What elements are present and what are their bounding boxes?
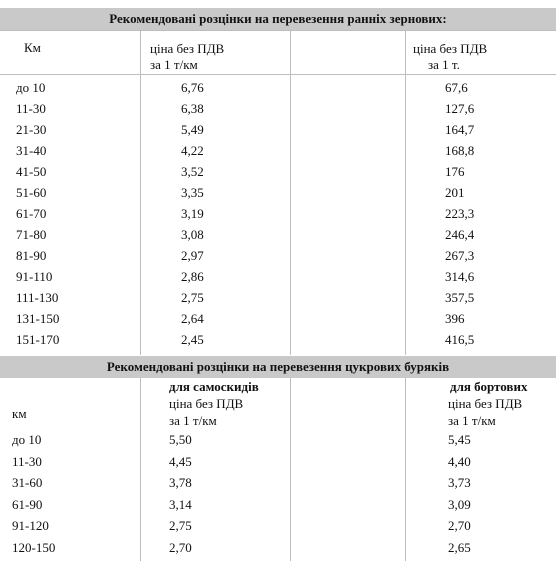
distance-cell: 81-90 [16, 248, 47, 263]
distance-cell: 41-50 [16, 164, 47, 179]
price-cell: 2,75 [169, 518, 192, 533]
table2-row [0, 430, 556, 451]
table1-row [0, 288, 556, 309]
distance-cell: 61-70 [16, 206, 47, 221]
table1-row [0, 330, 556, 351]
price-cell: 5,45 [448, 432, 471, 447]
table2-header-dump-price: ціна без ПДВ [169, 396, 244, 411]
price-cell: 2,45 [181, 332, 204, 347]
table2-header-km: км [12, 406, 27, 421]
table1-header-price-tkm-unit: за 1 т/км [150, 57, 198, 72]
divider [0, 30, 556, 31]
price-cell: 4,22 [181, 143, 204, 158]
price-cell: 2,75 [181, 290, 204, 305]
price-cell: 201 [445, 185, 465, 200]
price-cell: 3,52 [181, 164, 204, 179]
table1-row [0, 99, 556, 120]
distance-cell: 131-150 [16, 311, 60, 326]
table2-row [0, 452, 556, 473]
table1-row [0, 183, 556, 204]
price-cell: 3,14 [169, 496, 192, 512]
distance-cell: 21-30 [16, 122, 47, 137]
distance-cell: 91-120 [12, 518, 49, 533]
table1-row [0, 309, 556, 330]
distance-cell: 51-60 [16, 185, 47, 200]
distance-cell: 120-150 [12, 539, 56, 555]
price-cell: 314,6 [445, 269, 475, 284]
table1-header-price-tkm: ціна без ПДВ [150, 41, 225, 56]
distance-cell: до 10 [12, 432, 42, 447]
price-cell: 3,08 [181, 227, 204, 242]
price-cell: 5,49 [181, 122, 204, 137]
divider [0, 74, 556, 75]
price-cell: 357,5 [445, 290, 475, 305]
table2-row [0, 473, 556, 494]
price-cell: 4,40 [448, 453, 471, 469]
table1-title: Рекомендовані розцінки на перевезення ранніх зернових: [0, 8, 556, 30]
table1-row [0, 267, 556, 288]
price-cell: 6,38 [181, 101, 204, 116]
distance-cell: 151-170 [16, 332, 60, 347]
price-cell: 416,5 [445, 332, 475, 347]
price-cell: 3,35 [181, 185, 204, 200]
table1-header-price-t-unit: за 1 т. [428, 57, 460, 72]
price-cell: 2,65 [448, 539, 471, 555]
price-cell: 176 [445, 164, 465, 179]
price-cell: 3,73 [448, 475, 471, 490]
price-cell: 267,3 [445, 248, 475, 263]
price-cell: 164,7 [445, 122, 475, 137]
table2-header-dump-unit: за 1 т/км [169, 413, 217, 428]
price-cell: 5,50 [169, 432, 192, 447]
distance-cell: 111-130 [16, 290, 59, 305]
table1-row [0, 141, 556, 162]
table1-header-price-t: ціна без ПДВ [413, 41, 488, 56]
table1-row [0, 120, 556, 141]
price-cell: 2,97 [181, 248, 204, 263]
table2-header-flatbed-trucks: для бортових [450, 379, 528, 394]
price-cell: 246,4 [445, 227, 475, 242]
price-cell: 6,76 [181, 80, 204, 95]
price-cell: 223,3 [445, 206, 475, 221]
price-cell: 168,8 [445, 143, 475, 158]
table1-row [0, 246, 556, 267]
distance-cell: 71-80 [16, 227, 47, 242]
price-cell: 67,6 [445, 80, 468, 95]
price-cell: 2,64 [181, 311, 204, 326]
table2-row [0, 495, 556, 516]
table1-row [0, 225, 556, 246]
table1-row [0, 162, 556, 183]
distance-cell: 31-40 [16, 143, 47, 158]
table2-header-flatbed-unit: за 1 т/км [448, 413, 496, 428]
price-cell: 127,6 [445, 101, 475, 116]
table2-title: Рекомендовані розцінки на перевезення цукрових буряків [0, 356, 556, 378]
table1-row [0, 204, 556, 225]
table1-row [0, 78, 556, 99]
price-cell: 2,70 [169, 539, 192, 555]
price-cell: 2,70 [448, 518, 471, 533]
table2-row [0, 516, 556, 537]
distance-cell: 61-90 [12, 496, 43, 512]
price-cell: 3,78 [169, 475, 192, 490]
distance-cell: 91-110 [16, 269, 53, 284]
price-cell: 3,09 [448, 496, 471, 512]
table2-header-dump-trucks: для самоскидів [169, 379, 259, 394]
distance-cell: 11-30 [16, 101, 46, 116]
table2-row [0, 538, 556, 559]
price-cell: 4,45 [169, 453, 192, 469]
table1-header-km: Км [24, 40, 41, 55]
table2-header-flatbed-price: ціна без ПДВ [448, 396, 523, 411]
price-cell: 396 [445, 311, 465, 326]
distance-cell: до 10 [16, 80, 46, 95]
price-cell: 2,86 [181, 269, 204, 284]
distance-cell: 11-30 [12, 453, 42, 469]
price-cell: 3,19 [181, 206, 204, 221]
distance-cell: 31-60 [12, 475, 43, 490]
